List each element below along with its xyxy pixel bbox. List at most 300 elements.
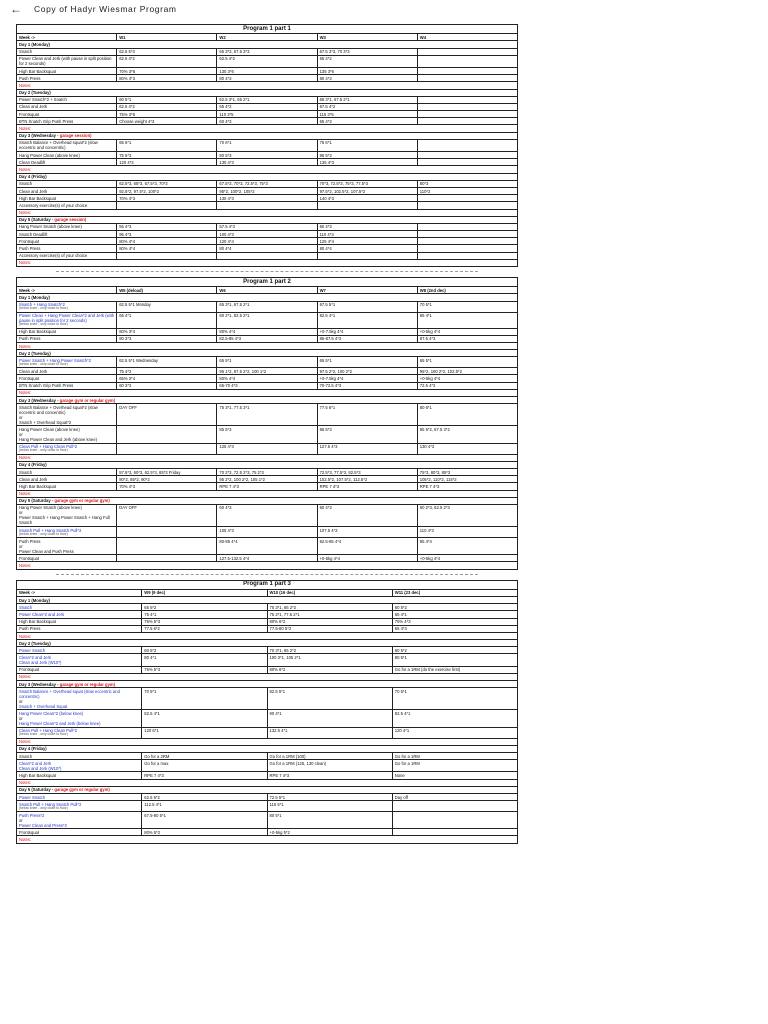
exercise-name <box>17 647 142 654</box>
week-value: 57.5 4*3 <box>217 223 317 230</box>
exercise-name <box>17 180 117 187</box>
week-value: 62.5 4*2 <box>117 55 217 67</box>
week-value: 65 4*3 <box>317 118 417 125</box>
exercise-name <box>17 604 142 611</box>
section-separator <box>16 570 518 580</box>
program-document <box>16 24 518 844</box>
exercise-row <box>17 793 518 800</box>
week-value: 80 5*1 <box>267 812 392 829</box>
exercise-row <box>17 666 518 673</box>
week-value: 80 5*3 <box>217 152 317 159</box>
week-value: 95 2*2, 100 2*2, 105 1*2 <box>217 476 317 483</box>
exercise-line: Clean and Jerk (W10*) <box>19 660 62 666</box>
week-value: 80 6*1 <box>417 404 517 426</box>
day-header-row <box>17 397 518 404</box>
exercise-note: (below knee - only close to floor) <box>19 531 68 536</box>
exercise-name <box>17 368 117 375</box>
exercise-row <box>17 223 518 230</box>
day-header-row <box>17 294 518 301</box>
exercise-row <box>17 48 518 55</box>
week-value: 80% 5*2 <box>142 829 267 836</box>
week-value: 127.5-132.5 4*4 <box>217 555 317 562</box>
exercise-row <box>17 96 518 103</box>
exercise-line: High Bar Backsquat <box>19 68 57 74</box>
exercise-name <box>17 443 117 454</box>
notes-row <box>17 673 518 680</box>
week-value: 80% 4*4 <box>217 328 317 335</box>
day-label: Day 1 (Monday) <box>17 41 518 48</box>
exercise-name <box>17 335 117 342</box>
day-header-row <box>17 89 518 96</box>
week-value: 92.5*2, 97.5*2, 100*2 <box>117 187 217 194</box>
week-value: 107.5 4*3 <box>317 527 417 538</box>
week-value: 65 4*2 <box>317 55 417 67</box>
week-value <box>317 202 417 209</box>
program-table <box>16 24 518 267</box>
exercise-row <box>17 654 518 666</box>
week-value: 87.5 4*3 <box>417 335 517 342</box>
notes-label: Notes: <box>17 342 518 349</box>
exercise-row <box>17 468 518 475</box>
week-value: 100 3*1, 105 2*1 <box>267 654 392 666</box>
exercise-name <box>17 468 117 475</box>
week-value <box>417 238 517 245</box>
week-value: 65 3*1, 67.5 2*1 <box>217 301 317 312</box>
day-header-row <box>17 681 518 688</box>
exercise-line: Frontsquat <box>19 667 40 673</box>
week-value: 62.5 5*1 Wednesday <box>117 357 217 368</box>
day-label: Day 4 (Friday) <box>17 745 518 752</box>
exercise-row <box>17 55 518 67</box>
week-value: 120 4*1 <box>392 727 517 738</box>
notes-label: Notes: <box>17 389 518 396</box>
week-value <box>417 152 517 159</box>
week-value <box>117 555 217 562</box>
exercise-row <box>17 368 518 375</box>
notes-label: Notes: <box>17 82 518 89</box>
week-value: 75% 5*3 <box>142 666 267 673</box>
exercise-line: Power Snatch <box>19 647 46 653</box>
week-column-header: W1 <box>117 34 217 41</box>
week-value: 60 4*3 <box>217 118 317 125</box>
exercise-row <box>17 202 518 209</box>
week-value: 65 3*3, 67.5 3*3 <box>217 48 317 55</box>
week-value: 127.5 4*3 <box>317 443 417 454</box>
exercise-line: Snatch <box>19 753 33 759</box>
exercise-line: Snatch Deadlift <box>19 231 48 237</box>
week-value: 90 4*1 <box>267 710 392 727</box>
notes-row <box>17 209 518 216</box>
exercise-name <box>17 727 142 738</box>
week-value: 80-85 4*4 <box>217 538 317 555</box>
exercise-name <box>17 688 142 710</box>
exercise-line: Clean and Jerk <box>19 368 48 374</box>
week-value: 140 4*3 <box>317 195 417 202</box>
exercise-line: High Bar Backsquat <box>19 329 57 335</box>
week-value: Day off <box>392 793 517 800</box>
exercise-row <box>17 118 518 125</box>
week-value: RPE 7 4*3 <box>417 483 517 490</box>
day-label: Day 4 (Friday) <box>17 173 518 180</box>
week-value: 85 4*4 <box>417 538 517 555</box>
exercise-line: Hang Power Clean*2 (below knee) <box>19 711 84 717</box>
exercise-line: Snatch + Hang Snatch*2 <box>19 302 65 308</box>
exercise-line: Frontsquat <box>19 111 40 117</box>
week-value: 100 4*3 <box>217 231 317 238</box>
exercise-name <box>17 710 142 727</box>
week-value: 62.5 4*2 <box>117 103 217 110</box>
week-value: +0-5kg 4*4 <box>417 328 517 335</box>
notes-row <box>17 490 518 497</box>
week-value: 75 4*2 <box>117 368 217 375</box>
week-value: 70% 4*3 <box>117 483 217 490</box>
exercise-name <box>17 382 117 389</box>
table-title-row <box>17 25 518 34</box>
exercise-line: Push Press <box>19 246 41 252</box>
week-value: 80% 6*2 <box>267 666 392 673</box>
notes-row <box>17 632 518 639</box>
week-value: Go for a 1RM <box>392 752 517 759</box>
day-header-row <box>17 461 518 468</box>
week-value <box>117 426 217 443</box>
week-column-header: W7 <box>317 287 417 294</box>
week-value: 65 5*1 <box>417 357 517 368</box>
week-value: 72.5*3, 77.5*3, 82.5*3 <box>317 468 417 475</box>
day-session-note: garage gym or regular gym) <box>54 787 110 793</box>
table-title-row <box>17 580 518 589</box>
week-value: 70 3*1, 65 2*2 <box>267 604 392 611</box>
exercise-line: Accessory exercise(s) of your choice <box>19 253 88 259</box>
week-value: 80*3 <box>417 180 517 187</box>
day-session-note: garage session) <box>59 133 92 139</box>
week-column-header: W5 (deload) <box>117 287 217 294</box>
week-value: 97.5 2*2, 100 2*2 <box>317 368 417 375</box>
exercise-row <box>17 538 518 555</box>
week-value: 70 5*1 <box>142 688 267 710</box>
week-value: 62.5 3*1, 65 2*1 <box>217 96 317 103</box>
exercise-row <box>17 103 518 110</box>
week-value: 80% 6*2 <box>267 618 392 625</box>
exercise-line: Clean*2 and Jerk <box>19 655 52 661</box>
week-column-header: W2 <box>217 34 317 41</box>
exercise-note: (below knee - only close to floor) <box>19 361 68 366</box>
week-column-header: W10 (16 dec) <box>267 589 392 596</box>
exercise-row <box>17 611 518 618</box>
week-value <box>417 202 517 209</box>
week-value: 55 4*3 <box>117 223 217 230</box>
week-value: None <box>392 772 517 779</box>
week-value: 67.5 4*2 <box>317 103 417 110</box>
week-value: 60 5*2 <box>392 647 517 654</box>
exercise-name <box>17 375 117 382</box>
exercise-line: Snatch Balance + Overhead squat (slow eccentric and concentric) <box>19 688 120 699</box>
exercise-line: Push Press <box>19 336 41 342</box>
exercise-line: Clean*2 and Jerk <box>19 760 52 766</box>
table-title: Program 1 part 1 <box>17 25 518 34</box>
exercise-line: Hang Power Clean (above knee) <box>19 426 80 432</box>
week-value: +0-7.5kg 4*4 <box>317 328 417 335</box>
exercise-line: Power Snatch + Hang Power Snatch + Hang Full Snatch <box>19 515 110 526</box>
exercise-line: Snatch Pull + Hang Snatch Pull*2 <box>19 801 82 807</box>
week-value: 80% 4*4 <box>117 245 217 252</box>
exercise-name <box>17 611 142 618</box>
exercise-name <box>17 48 117 55</box>
exercise-row <box>17 772 518 779</box>
week-column-header: W6 <box>217 287 317 294</box>
exercise-name <box>17 793 142 800</box>
exercise-note: (below knee - only close to floor) <box>19 805 68 810</box>
week-value <box>417 118 517 125</box>
week-header-row <box>17 589 518 596</box>
week-value: RPE 7 4*3 <box>267 772 392 779</box>
program-table <box>16 277 518 570</box>
week-value: 70 5*1 <box>417 301 517 312</box>
week-value: 80 4*3 <box>217 75 317 82</box>
week-value <box>417 195 517 202</box>
week-value: 67.5 3*3, 70 3*3 <box>317 48 417 55</box>
exercise-line: Hang Power Clean and Jerk (above knee) <box>19 436 97 442</box>
week-value: DAY OFF <box>117 504 217 526</box>
notes-row <box>17 125 518 132</box>
exercise-row <box>17 382 518 389</box>
notes-row <box>17 738 518 745</box>
exercise-name <box>17 159 117 166</box>
week-value: 65% 3*4 <box>117 375 217 382</box>
notes-label: Notes: <box>17 166 518 173</box>
exercise-line: Power Clean*2 and Jerk <box>19 611 65 617</box>
exercise-name <box>17 231 117 238</box>
exercise-row <box>17 829 518 836</box>
notes-label: Notes: <box>17 562 518 569</box>
week-value <box>417 252 517 259</box>
exercise-note: (below knee - only close to floor) <box>19 306 68 311</box>
day-header-row <box>17 497 518 504</box>
week-header-row <box>17 34 518 41</box>
week-value <box>117 527 217 538</box>
week-value <box>417 245 517 252</box>
or-label: or <box>19 414 23 420</box>
exercise-name <box>17 829 142 836</box>
exercise-name <box>17 301 117 312</box>
notes-row <box>17 389 518 396</box>
week-value: 62.5 5*1 Monday <box>117 301 217 312</box>
week-value <box>392 801 517 812</box>
exercise-line: Snatch + Overhead Squat*2 <box>19 419 72 425</box>
day-label: Day 1 (Monday) <box>17 294 518 301</box>
exercise-name <box>17 238 117 245</box>
week-value: 75 5*3 <box>117 152 217 159</box>
exercise-line: High Bar Backsquat <box>19 772 57 778</box>
exercise-name <box>17 357 117 368</box>
exercise-name <box>17 483 117 490</box>
week-value: 75% 3*5 <box>117 111 217 118</box>
exercise-line: Snatch Balance + Overhead squat*2 (slow eccentric and concentric) <box>19 140 98 151</box>
exercise-line: Accessory exercise(s) of your choice <box>19 202 88 208</box>
day-label: Day 5 (Saturday - garage gym or regular gym) <box>17 497 518 504</box>
week-value: 115 3*5 <box>317 111 417 118</box>
week-value: 80 4*1 <box>142 654 267 666</box>
week-value: 62.5 5*3 <box>117 48 217 55</box>
week-value: 110*2 <box>417 187 517 194</box>
week-value: 75% 4*3 <box>392 618 517 625</box>
week-value: 110 3*5 <box>217 111 317 118</box>
week-value: 65 4*2 <box>217 103 317 110</box>
week-value: 75 3*1, 77.5 3*1 <box>217 404 317 426</box>
week-value: 65 4*1 <box>117 312 217 328</box>
week-value: 75*3, 80*3, 85*3 <box>417 468 517 475</box>
notes-label: Notes: <box>17 209 518 216</box>
week-value: 105 4*3 <box>217 527 317 538</box>
day-session-note: garage gym or regular gym) <box>54 498 110 504</box>
week-value: 120 4*3 <box>117 159 217 166</box>
exercise-row <box>17 483 518 490</box>
exercise-line: Frontsquat <box>19 555 40 561</box>
exercise-line: Frontsquat <box>19 829 40 835</box>
day-header-row <box>17 745 518 752</box>
exercise-row <box>17 710 518 727</box>
week-value: 65 6*1 <box>117 139 217 151</box>
week-value <box>417 103 517 110</box>
notes-label: Notes: <box>17 632 518 639</box>
exercise-line: High Bar Backsquat <box>19 195 57 201</box>
week-value: 65 4*1 <box>392 611 517 618</box>
notes-label: Notes: <box>17 490 518 497</box>
exercise-line: Push Press <box>19 626 41 632</box>
exercise-name <box>17 111 117 118</box>
exercise-line: Clean Deadlift <box>19 159 46 165</box>
exercise-row <box>17 647 518 654</box>
week-value: Go for a 1RM <box>392 760 517 772</box>
week-value: 62.5 5*2 <box>142 793 267 800</box>
exercise-row <box>17 139 518 151</box>
week-column-header: W4 <box>417 34 517 41</box>
week-value: DAY OFF <box>117 404 217 426</box>
week-value: 95*2, 100*2, 105*2 <box>217 187 317 194</box>
week-value: 95 1*2, 97.5 2*2, 100 1*2 <box>217 368 317 375</box>
week-value: 105*2, 110*2, 115*2 <box>417 476 517 483</box>
notes-row <box>17 259 518 266</box>
week-value: 95*2, 100 2*2, 102.5*2 <box>417 368 517 375</box>
week-value: 115 5*1 <box>267 801 392 812</box>
week-value: 70% 3*6 <box>117 67 217 74</box>
week-value <box>417 55 517 67</box>
exercise-row <box>17 301 518 312</box>
week-value: 70 5*1 <box>392 688 517 710</box>
week-value: 75% 5*3 <box>142 618 267 625</box>
top-bar <box>0 0 768 18</box>
exercise-line: Snatch Balance + Overhead squat*2 (slow eccentric and concentric) <box>19 404 98 415</box>
week-value <box>317 252 417 259</box>
day-header-row <box>17 41 518 48</box>
exercise-name <box>17 476 117 483</box>
exercise-note: (below knee - only close to floor) <box>19 732 68 737</box>
exercise-name <box>17 152 117 159</box>
notes-row <box>17 342 518 349</box>
week-value: 65 3*1, 67.5 2*1 <box>317 96 417 103</box>
exercise-name <box>17 187 117 194</box>
week-value: 75 4*1 <box>142 611 267 618</box>
week-value: 60 2*3, 62.5 2*3 <box>417 504 517 526</box>
or-label: or <box>19 716 23 722</box>
exercise-name <box>17 625 142 632</box>
day-header-row <box>17 786 518 793</box>
exercise-line: Clean Pull + Hang Clean Pull*2 <box>19 728 78 734</box>
week-value: 80 4*4 <box>317 245 417 252</box>
exercise-row <box>17 238 518 245</box>
day-header-row <box>17 173 518 180</box>
exercise-row <box>17 801 518 812</box>
exercise-line: Clean and Jerk <box>19 476 48 482</box>
exercise-row <box>17 231 518 238</box>
day-label: Day 2 (Tuesday) <box>17 350 518 357</box>
exercise-name <box>17 760 142 772</box>
week-value: 130 4*3 <box>417 443 517 454</box>
week-value: 120 6*1 <box>142 727 267 738</box>
week-label: Week -> <box>17 589 142 596</box>
week-value: 102.5*2, 107.5*2, 112.5*2 <box>317 476 417 483</box>
week-value: 80 4*3 <box>317 75 417 82</box>
week-value: Go for a 1RM (do the exercise first) <box>392 666 517 673</box>
notes-label: Notes: <box>17 259 518 266</box>
exercise-row <box>17 159 518 166</box>
week-value: 125 4*3 <box>217 443 317 454</box>
day-session-note: garage gym or regular gym) <box>59 681 116 687</box>
notes-row <box>17 82 518 89</box>
exercise-line: Clean and Jerk <box>19 188 48 194</box>
exercise-line: Frontsquat <box>19 238 40 244</box>
week-value: 60 3*3 <box>117 382 217 389</box>
exercise-name <box>17 618 142 625</box>
exercise-row <box>17 245 518 252</box>
exercise-line: Snatch <box>19 604 33 610</box>
week-value: 120 4*4 <box>217 238 317 245</box>
exercise-row <box>17 335 518 342</box>
week-value: 72.5 4*3 <box>417 382 517 389</box>
week-value <box>117 202 217 209</box>
exercise-name <box>17 103 117 110</box>
day-label: Day 3 (Wednesday - garage session) <box>17 132 518 139</box>
week-value: 67.5 5*1 <box>317 301 417 312</box>
week-value: 65 5*1 <box>217 357 317 368</box>
week-value: 80 3*3 <box>117 335 217 342</box>
exercise-name <box>17 195 117 202</box>
week-value: 70-72.5 4*3 <box>317 382 417 389</box>
day-header-row <box>17 596 518 603</box>
week-value: 135 4*3 <box>317 159 417 166</box>
exercise-name <box>17 245 117 252</box>
notes-label: Notes: <box>17 125 518 132</box>
back-arrow-icon[interactable]: ← <box>10 2 22 16</box>
exercise-line: Power Clean and Jerk (with pause in split position for 2 seconds) <box>19 56 112 67</box>
exercise-line: Power Snatch + Hang Power Snatch*2 <box>19 357 92 363</box>
exercise-row <box>17 111 518 118</box>
week-column-header: W3 <box>317 34 417 41</box>
week-value: 80% 4*3 <box>117 75 217 82</box>
exercise-line: Hang Power Clean (above knee) <box>19 152 80 158</box>
exercise-row <box>17 604 518 611</box>
notes-row <box>17 166 518 173</box>
week-value: 95 4*3 <box>117 231 217 238</box>
week-value: 60 4*3 <box>317 223 417 230</box>
week-value <box>417 139 517 151</box>
week-value: Go for a max <box>142 760 267 772</box>
week-value: 70 2*3, 72.5 2*3, 75 2*3 <box>217 468 317 475</box>
exercise-name <box>17 252 117 259</box>
week-value: 130 4*3 <box>217 195 317 202</box>
week-value: 77.5-80 5*2 <box>267 625 392 632</box>
week-value: 135 3*6 <box>317 67 417 74</box>
or-label: or <box>19 698 23 704</box>
